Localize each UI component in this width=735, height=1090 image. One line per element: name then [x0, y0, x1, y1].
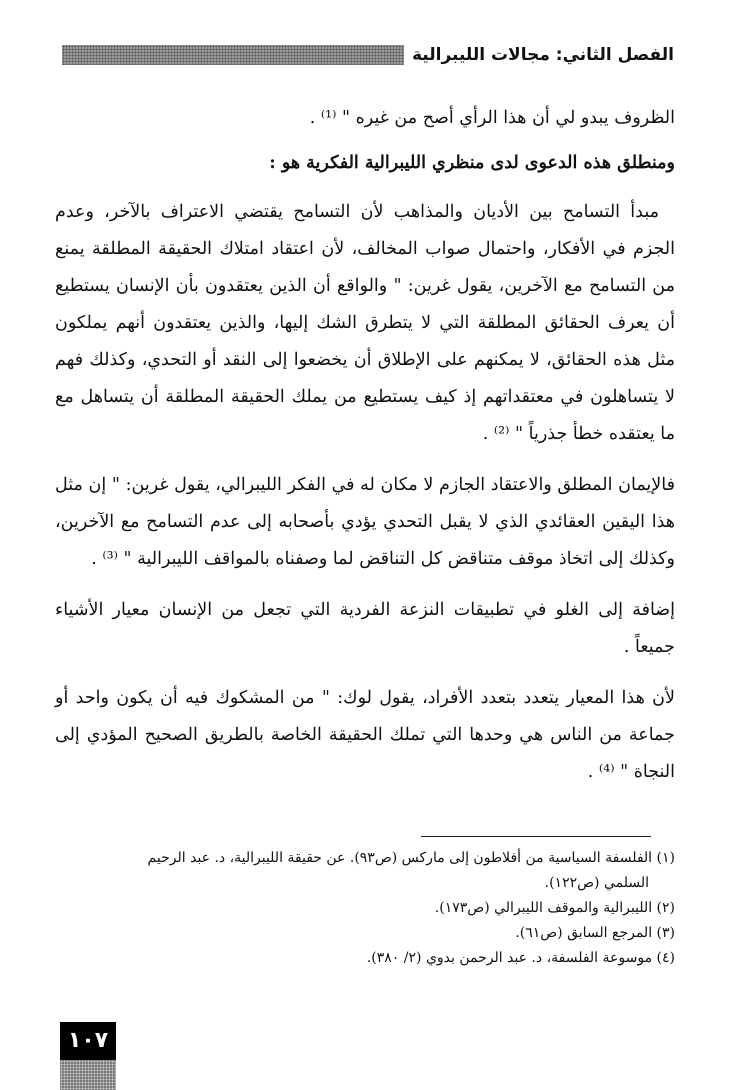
running-header [62, 42, 674, 68]
header-pattern-band [62, 45, 404, 65]
paragraph-locke: لأن هذا المعيار يتعدد بتعدد الأفراد، يقول لوك: " من المشكوك فيه أن يكون واحد أو جماعة من الناس هي وحدها التي تملك الحقيقة الخاصة بالطريق الصحيح المؤدي إلى النجاة " ⁽⁴⁾ . [55, 688, 675, 782]
paragraph-premise: ومنطلق هذه الدعوى لدى منظري الليبرالية الفكرية هو : [269, 153, 675, 173]
body-text [55, 100, 675, 805]
footnote-divider [421, 836, 651, 837]
page-number-block [60, 1022, 116, 1090]
chapter-title: الفصل الثاني: مجالات الليبرالية [411, 45, 674, 65]
footnote-1: (١) الفلسفة السياسية من أفلاطون إلى ماركس (ص٩٣). عن حقيقة الليبرالية، د. عبد الرحيم [147, 850, 675, 866]
page-number-pattern [60, 1060, 116, 1090]
footnote-1-continuation: السلمي (ص١٢٢). [544, 875, 649, 891]
paragraph-absolute-faith: فالإيمان المطلق والاعتقاد الجازم لا مكان له في الفكر الليبرالي، يقول غرين: " إن مثل هذا اليقين العقائدي الذي لا يقبل التحدي يؤدي بأصحابه إلى عدم التسامح مع الآخرين، وكذلك إلى اتخاذ موقف متناقض كل التناقض لما وصفناه بالمواقف الليبرالية " ⁽³⁾ . [55, 475, 675, 569]
footnote-2: (٢) الليبرالية والموقف الليبرالي (ص١٧٣). [434, 900, 675, 916]
footnote-3: (٣) المرجع السابق (ص٦١). [515, 925, 675, 941]
paragraph-tolerance: مبدأ التسامح بين الأديان والمذاهب لأن التسامح يقتضي الاعتراف بالآخر، وعدم الجزم في الأفكار، واحتمال صواب المخالف، لأن اعتقاد امتلاك الحقيقة المطلقة يمنع من التسامح مع الآخرين، يقول غرين: " والواقع أن الذين يعتقدون بأن الإنسان يستطيع أن يعرف الحقائق المطلقة التي لا يتطرق الشك إليها، والذين يعتقدون أنهم يملكون مثل هذه الحقائق، لا يمكنهم على الإطلاق أن يخضعوا إلى النقد أو التحدي، وكذلك فهم لا يتساهلون في معتقداتهم إذ كيف يستطيع من يملك الحقيقة المطلقة أن يتساهل مع ما يعتقده خطأ جذرياً " ⁽²⁾ . [55, 202, 675, 444]
paragraph-individualism: إضافة إلى الغلو في تطبيقات النزعة الفردية التي تجعل من الإنسان معيار الأشياء جميعاً . [55, 600, 675, 657]
footnotes [60, 846, 675, 971]
footnote-4: (٤) موسوعة الفلسفة، د. عبد الرحمن بدوي (٢/ ٣٨٠). [366, 950, 675, 966]
page-number: ١٠٧ [67, 1028, 109, 1053]
paragraph-continuation: الظروف يبدو لي أن هذا الرأي أصح من غيره " ⁽¹⁾ . [309, 108, 675, 128]
